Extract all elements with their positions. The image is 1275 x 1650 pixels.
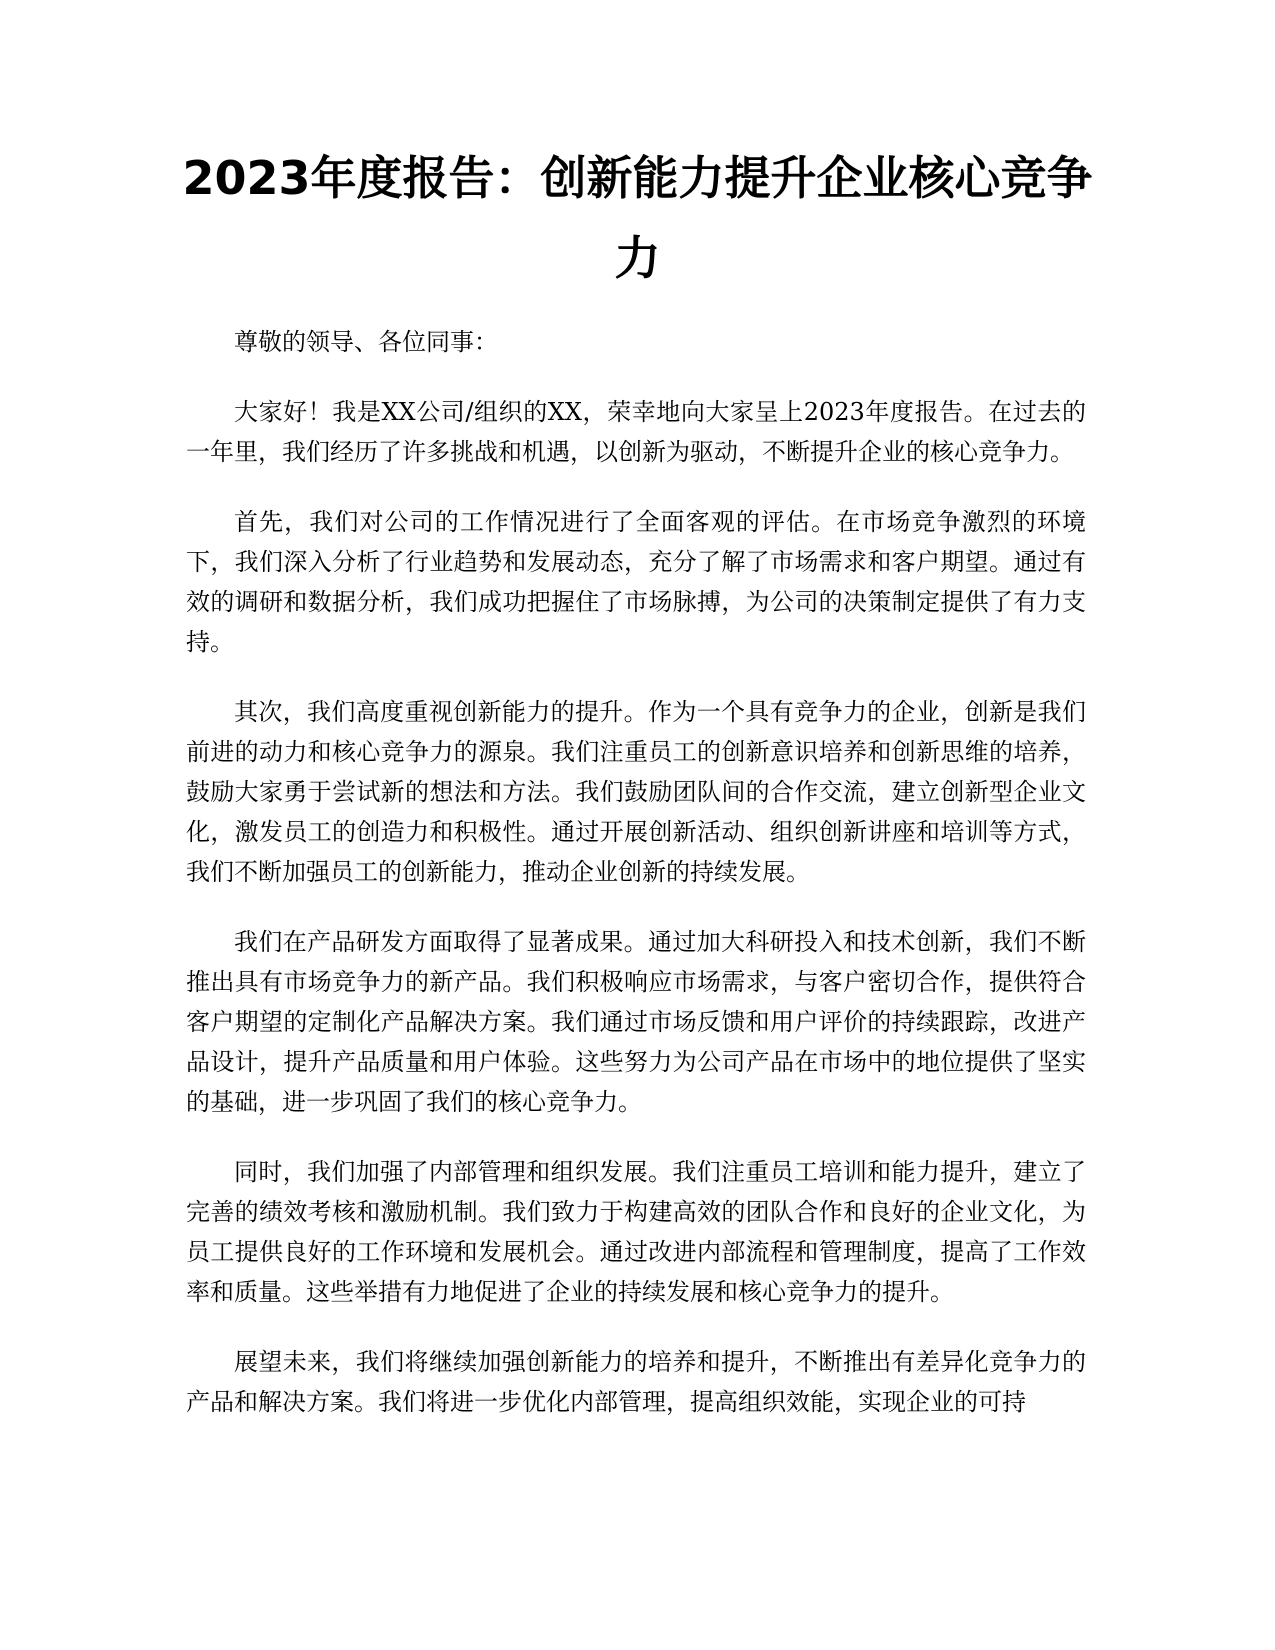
paragraph-outlook: 展望未来，我们将继续加强创新能力的培养和提升，不断推出有差异化竞争力的产品和解决方案。我们将进一步优化内部管理，提高组织效能，实现企业的可持 bbox=[186, 1348, 1086, 1416]
document-body bbox=[186, 322, 1086, 1452]
paragraph-product-rd: 我们在产品研发方面取得了显著成果。通过加大科研投入和技术创新，我们不断推出具有市场竞争力的新产品。我们积极响应市场需求，与客户密切合作，提供符合客户期望的定制化产品解决方案。我们通过市场反馈和用户评价的持续跟踪，改进产品设计，提升产品质量和用户体验。这些努力为公司产品在市场中的地位提供了坚实的基础，进一步巩固了我们的核心竞争力。 bbox=[186, 928, 1086, 1116]
paragraph-evaluation: 首先，我们对公司的工作情况进行了全面客观的评估。在市场竞争激烈的环境下，我们深入分析了行业趋势和发展动态，充分了解了市场需求和客户期望。通过有效的调研和数据分析，我们成功把握住了市场脉搏，为公司的决策制定提供了有力支持。 bbox=[186, 508, 1086, 656]
paragraph-management: 同时，我们加强了内部管理和组织发展。我们注重员工培训和能力提升，建立了完善的绩效考核和激励机制。我们致力于构建高效的团队合作和良好的企业文化，为员工提供良好的工作环境和发展机会。通过改进内部流程和管理制度，提高了工作效率和质量。这些举措有力地促进了企业的持续发展和核心竞争力的提升。 bbox=[186, 1158, 1086, 1306]
paragraph-salutation: 尊敬的领导、各位同事： bbox=[234, 328, 498, 356]
paragraph-innovation: 其次，我们高度重视创新能力的提升。作为一个具有竞争力的企业，创新是我们前进的动力和核心竞争力的源泉。我们注重员工的创新意识培养和创新思维的培养，鼓励大家勇于尝试新的想法和方法。我们鼓励团队间的合作交流，建立创新型企业文化，激发员工的创造力和积极性。通过开展创新活动、组织创新讲座和培训等方式，我们不断加强员工的创新能力，推动企业创新的持续发展。 bbox=[186, 698, 1086, 886]
document-title: 2023年度报告：创新能力提升企业核心竞争力 bbox=[182, 151, 1093, 285]
paragraph-greeting: 大家好！我是XX公司/组织的XX，荣幸地向大家呈上2023年度报告。在过去的一年里，我们经历了许多挑战和机遇，以创新为驱动，不断提升企业的核心竞争力。 bbox=[186, 398, 1086, 466]
